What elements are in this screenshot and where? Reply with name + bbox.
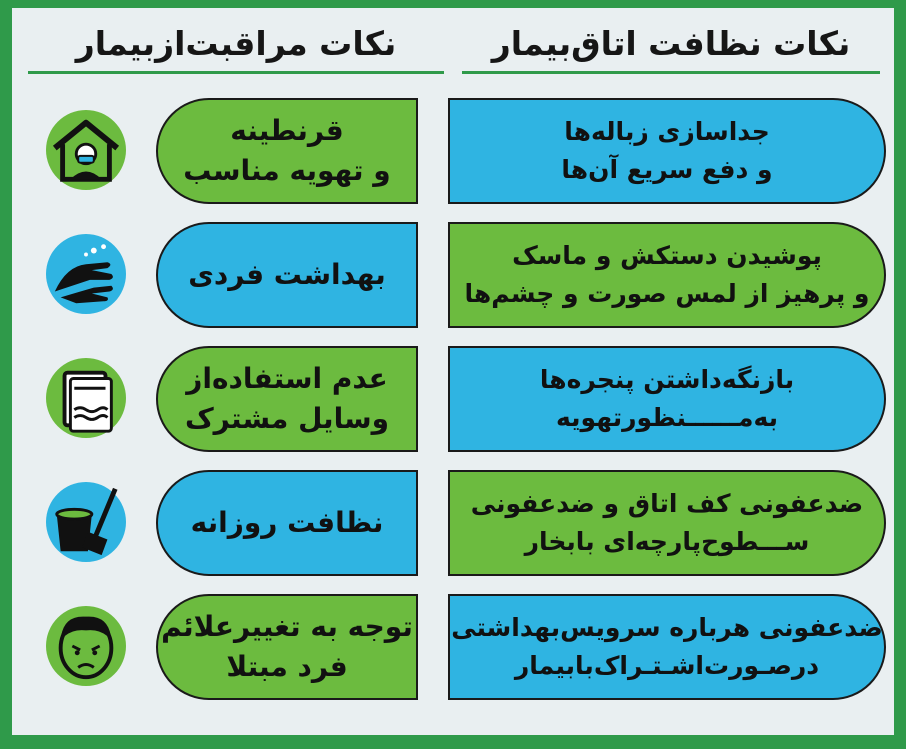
header-underline: [462, 71, 880, 74]
towel-icon: [46, 358, 126, 438]
house-mask-icon: [46, 110, 126, 190]
sick-face-icon: [46, 606, 126, 686]
frame-bottom: [0, 735, 906, 749]
room-tip-2: [448, 222, 886, 328]
room-cleaning-header: [462, 18, 880, 74]
frame-left: [0, 0, 12, 749]
room-tip-4-line2: ســـطوح‌پارچه‌ای بابخار: [524, 527, 810, 556]
header-underline: [28, 71, 444, 74]
care-tip-3-line2: وسایل مشترک: [184, 402, 390, 435]
room-tip-1-line2: و دفع سریع آن‌ها: [561, 155, 773, 184]
care-tip-1: [156, 98, 418, 204]
room-tip-2-line1: پوشیدن دستکش و ماسک: [512, 241, 822, 270]
patient-care-title: نکات مراقبت‌ازبیمار: [75, 24, 397, 63]
care-tip-1-line1: قرنطینه: [230, 114, 344, 147]
care-tip-4-line1: نظافت روزانه: [190, 506, 384, 539]
room-tip-5-line2: درصـورت‌اشـتـراک‌بابیمار: [514, 651, 820, 680]
care-tip-1-line2: و تهویه مناسب: [183, 154, 391, 187]
care-tip-3-line1: عدم استفاده‌از: [186, 362, 388, 395]
care-tip-5-line2: فرد مبتلا: [226, 650, 348, 683]
room-cleaning-title: نکات نظافت اتاق‌بیمار: [491, 24, 851, 63]
patient-care-header: [28, 18, 444, 74]
room-tip-5: [448, 594, 886, 700]
care-tip-2-line1: بهداشت فردی: [188, 258, 386, 291]
room-tip-3-line1: بازنگه‌داشتن پنجره‌ها: [539, 365, 795, 394]
frame-top: [0, 0, 906, 8]
hand-washing-icon: [46, 234, 126, 314]
care-tip-2: [156, 222, 418, 328]
room-tip-3: [448, 346, 886, 452]
room-tip-4: [448, 470, 886, 576]
room-tip-5-line1: ضدعفونی هرباره سرویس‌بهداشتی: [451, 613, 883, 642]
room-tip-1: [448, 98, 886, 204]
care-tip-4: [156, 470, 418, 576]
room-tip-4-line1: ضدعفونی کف اتاق و ضدعفونی: [470, 489, 864, 518]
room-tip-3-line2: به‌مــــــنظورتهویه: [555, 403, 779, 432]
care-tip-3: [156, 346, 418, 452]
room-tip-2-line2: و پرهیز از لمس صورت و چشم‌ها: [464, 279, 870, 308]
room-tip-1-line1: جداسازی زباله‌ها: [564, 117, 770, 146]
bucket-mop-icon: [46, 482, 126, 562]
frame-right: [894, 0, 906, 749]
care-tip-5-line1: توجه به تغییرعلائم: [161, 610, 413, 643]
care-tip-5: [156, 594, 418, 700]
